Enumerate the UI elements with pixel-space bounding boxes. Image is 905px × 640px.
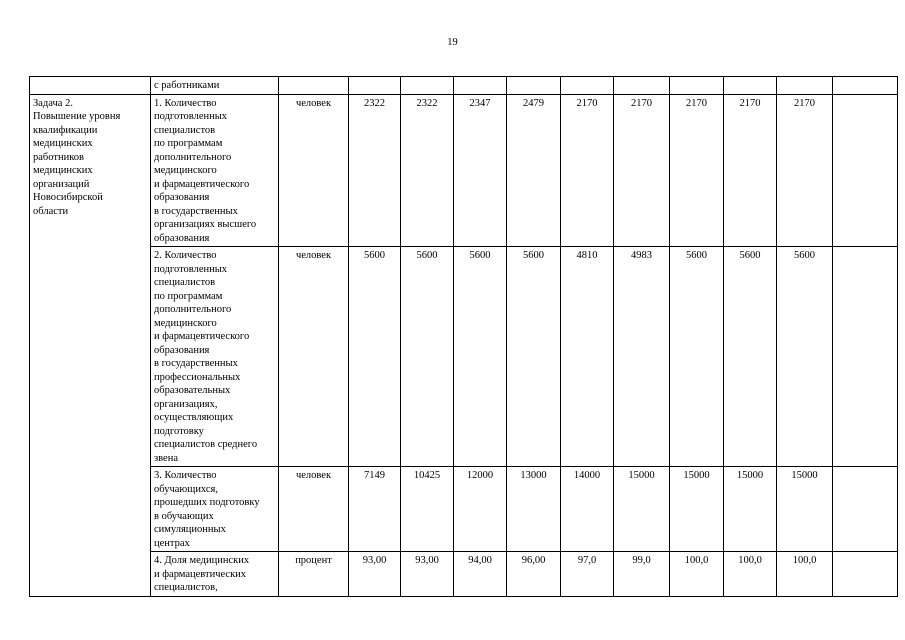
value-cell: 2322 [401, 94, 454, 247]
value-cell: 2479 [507, 94, 561, 247]
value-cell: 2322 [349, 94, 401, 247]
value-cell: 94,00 [454, 552, 507, 597]
value-cell: 100,0 [670, 552, 724, 597]
value-cell: 5600 [724, 247, 777, 467]
indicator-cell: 2. Количество подготовленных специалистов по программам дополнительного медицинского и фармацевтического образования в государственных профессиональных образовательных организациях, осуществляющих подготовку специалистов среднего звена [151, 247, 279, 467]
value-cell: 100,0 [777, 552, 833, 597]
value-cell [670, 77, 724, 95]
value-cell [561, 77, 614, 95]
value-cell: 93,00 [349, 552, 401, 597]
table-row [30, 94, 898, 247]
value-cell-empty [833, 94, 898, 247]
value-cell: 5600 [670, 247, 724, 467]
value-cell: 12000 [454, 467, 507, 552]
value-cell-empty [833, 467, 898, 552]
value-cell: 15000 [670, 467, 724, 552]
indicator-cell: 4. Доля медицинских и фармацевтических специалистов, [151, 552, 279, 597]
table-row [30, 247, 898, 467]
value-cell [724, 77, 777, 95]
value-cell: 2170 [777, 94, 833, 247]
unit-cell: человек [279, 467, 349, 552]
value-cell [454, 77, 507, 95]
unit-cell: человек [279, 247, 349, 467]
unit-cell: человек [279, 94, 349, 247]
value-cell-empty [833, 77, 898, 95]
value-cell: 2347 [454, 94, 507, 247]
value-cell: 97,0 [561, 552, 614, 597]
value-cell: 13000 [507, 467, 561, 552]
value-cell: 15000 [724, 467, 777, 552]
value-cell [401, 77, 454, 95]
value-cell: 2170 [670, 94, 724, 247]
value-cell [777, 77, 833, 95]
value-cell: 5600 [777, 247, 833, 467]
value-cell: 2170 [561, 94, 614, 247]
indicator-cell: 1. Количество подготовленных специалистов по программам дополнительного медицинского и фармацевтического образования в государственных организациях высшего образования [151, 94, 279, 247]
value-cell: 5600 [454, 247, 507, 467]
indicator-cell: с работниками [151, 77, 279, 95]
value-cell: 4810 [561, 247, 614, 467]
value-cell: 99,0 [614, 552, 670, 597]
value-cell: 96,00 [507, 552, 561, 597]
task-cell: Задача 2. Повышение уровня квалификации медицинских работников медицинских организаций Новосибирской области [30, 94, 151, 596]
page-number: 19 [447, 37, 458, 48]
value-cell: 5600 [507, 247, 561, 467]
indicator-cell: 3. Количество обучающихся, прошедших подготовку в обучающих симуляционных центрах [151, 467, 279, 552]
value-cell [507, 77, 561, 95]
value-cell: 15000 [777, 467, 833, 552]
unit-cell: процент [279, 552, 349, 597]
value-cell-empty [833, 552, 898, 597]
value-cell: 93,00 [401, 552, 454, 597]
value-cell: 10425 [401, 467, 454, 552]
table-row [30, 467, 898, 552]
value-cell: 5600 [401, 247, 454, 467]
value-cell [349, 77, 401, 95]
table-row-continuation [30, 77, 898, 95]
value-cell: 5600 [349, 247, 401, 467]
value-cell: 2170 [614, 94, 670, 247]
value-cell [614, 77, 670, 95]
value-cell: 2170 [724, 94, 777, 247]
unit-cell [279, 77, 349, 95]
value-cell-empty [833, 247, 898, 467]
value-cell: 100,0 [724, 552, 777, 597]
indicators-table [29, 76, 898, 597]
value-cell: 4983 [614, 247, 670, 467]
table-row [30, 552, 898, 597]
value-cell: 15000 [614, 467, 670, 552]
value-cell: 14000 [561, 467, 614, 552]
value-cell: 7149 [349, 467, 401, 552]
task-cell-empty [30, 77, 151, 95]
